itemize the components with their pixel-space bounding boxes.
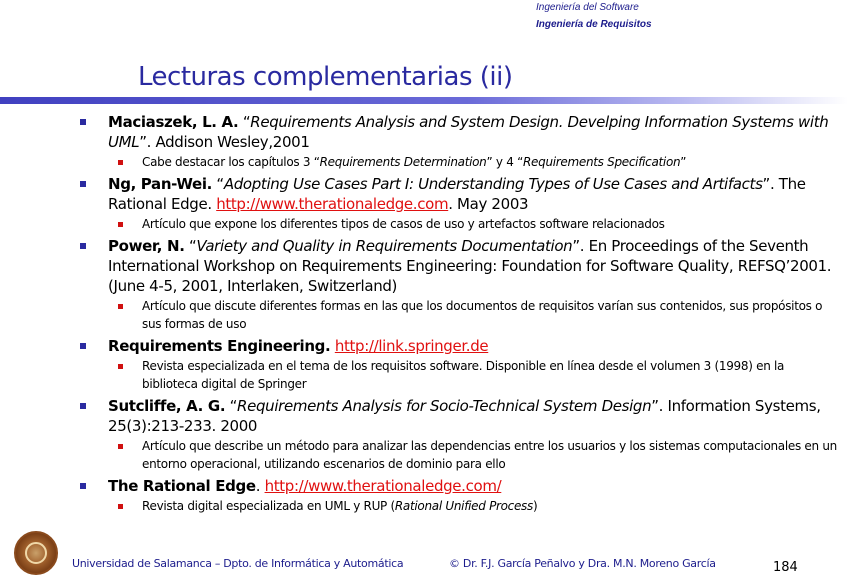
page-number: 184 bbox=[773, 560, 798, 575]
note-text: Revista especializada en el tema de los requisitos software. Disponible en línea desde el volumen 3 (1998) en la biblioteca digital de Springer bbox=[142, 359, 785, 391]
reference-note bbox=[80, 153, 840, 171]
reference-item bbox=[80, 336, 840, 356]
footer-institution: Universidad de Salamanca – Dpto. de Informática y Automática bbox=[72, 557, 404, 570]
reference-author: Requirements Engineering. bbox=[108, 337, 331, 355]
reference-author: Ng, Pan-Wei. bbox=[108, 175, 212, 193]
square-bullet-icon bbox=[80, 119, 86, 125]
reference-text: “ bbox=[184, 237, 197, 255]
square-bullet-icon bbox=[80, 243, 86, 249]
reference-text: “ bbox=[225, 397, 238, 415]
square-bullet-icon bbox=[80, 343, 86, 349]
square-bullet-icon bbox=[118, 222, 123, 227]
square-bullet-icon bbox=[80, 483, 86, 489]
reference-author: Maciaszek, L. A. bbox=[108, 113, 239, 131]
slide-title: Lecturas complementarias (ii) bbox=[138, 62, 513, 92]
reference-item bbox=[80, 476, 840, 496]
note-text: ) bbox=[532, 499, 538, 513]
reference-note bbox=[80, 437, 840, 473]
square-bullet-icon bbox=[118, 160, 123, 165]
reference-item bbox=[80, 396, 840, 436]
reference-title: Requirements Analysis and System Design. Develping Information Systems with UML bbox=[108, 113, 829, 151]
reference-link[interactable]: http://www.therationaledge.com bbox=[216, 195, 449, 213]
reference-note bbox=[80, 297, 840, 333]
square-bullet-icon bbox=[118, 504, 123, 509]
reference-link[interactable]: http://link.springer.de bbox=[334, 337, 489, 355]
square-bullet-icon bbox=[118, 364, 123, 369]
square-bullet-icon bbox=[80, 181, 86, 187]
square-bullet-icon bbox=[80, 403, 86, 409]
reference-text: “ bbox=[211, 175, 224, 193]
header-course: Ingeniería del Software bbox=[536, 2, 639, 13]
reference-list bbox=[80, 112, 840, 518]
reference-title: Adopting Use Cases Part I: Understanding Types of Use Cases and Artifacts bbox=[223, 175, 763, 193]
reference-note bbox=[80, 215, 840, 233]
square-bullet-icon bbox=[118, 304, 123, 309]
note-text: ” bbox=[680, 155, 687, 169]
reference-text: “ bbox=[238, 113, 251, 131]
footer-copyright: © Dr. F.J. García Peñalvo y Dra. M.N. Moreno García bbox=[449, 557, 716, 570]
reference-text: . bbox=[255, 477, 265, 495]
reference-link[interactable]: http://www.therationaledge.com/ bbox=[264, 477, 502, 495]
reference-text: ”. En Proceedings of the Seventh International Workshop on Requirements Engineering: Foundation for Software Quality, REFSQ’2001. (June 4-5, 2001, Interlaken, Switzerland) bbox=[108, 237, 832, 295]
note-text: ” y 4 “ bbox=[486, 155, 523, 169]
note-text: Revista digital especializada en UML y RUP ( bbox=[142, 499, 395, 513]
reference-text: ”. Information Systems, 25(3):213-233. 2000 bbox=[108, 397, 821, 435]
reference-note bbox=[80, 357, 840, 393]
header-subject: Ingeniería de Requisitos bbox=[536, 19, 652, 30]
reference-title: Variety and Quality in Requirements Documentation bbox=[196, 237, 573, 255]
reference-note bbox=[80, 497, 840, 515]
note-text: Artículo que discute diferentes formas en las que los documentos de requisitos varían sus contenidos, sus propósitos o sus formas de uso bbox=[142, 299, 823, 331]
reference-text: . May 2003 bbox=[448, 195, 529, 213]
reference-text: ”. Addison Wesley,2001 bbox=[139, 133, 310, 151]
reference-text: ”. The Rational Edge. bbox=[108, 175, 806, 213]
title-underline-bar bbox=[0, 97, 848, 104]
note-text: Artículo que expone los diferentes tipos de casos de uso y artefactos software relacionados bbox=[142, 217, 665, 231]
reference-author: Power, N. bbox=[108, 237, 185, 255]
reference-item bbox=[80, 236, 840, 296]
reference-author: Sutcliffe, A. G. bbox=[108, 397, 226, 415]
square-bullet-icon bbox=[118, 444, 123, 449]
note-text: Cabe destacar los capítulos 3 “ bbox=[142, 155, 320, 169]
note-italic: Rational Unified Process bbox=[394, 499, 533, 513]
reference-author: The Rational Edge bbox=[108, 477, 256, 495]
reference-item bbox=[80, 112, 840, 152]
note-italic: Requirements Specification bbox=[523, 155, 681, 169]
university-seal-icon bbox=[14, 531, 58, 575]
note-text: Artículo que describe un método para analizar las dependencias entre los usuarios y los sistemas computacionales en un entorno operacional, utilizando escenarios de dominio para ello bbox=[142, 439, 837, 471]
note-italic: Requirements Determination bbox=[319, 155, 487, 169]
reference-item bbox=[80, 174, 840, 214]
reference-title: Requirements Analysis for Socio-Technical System Design bbox=[237, 397, 652, 415]
